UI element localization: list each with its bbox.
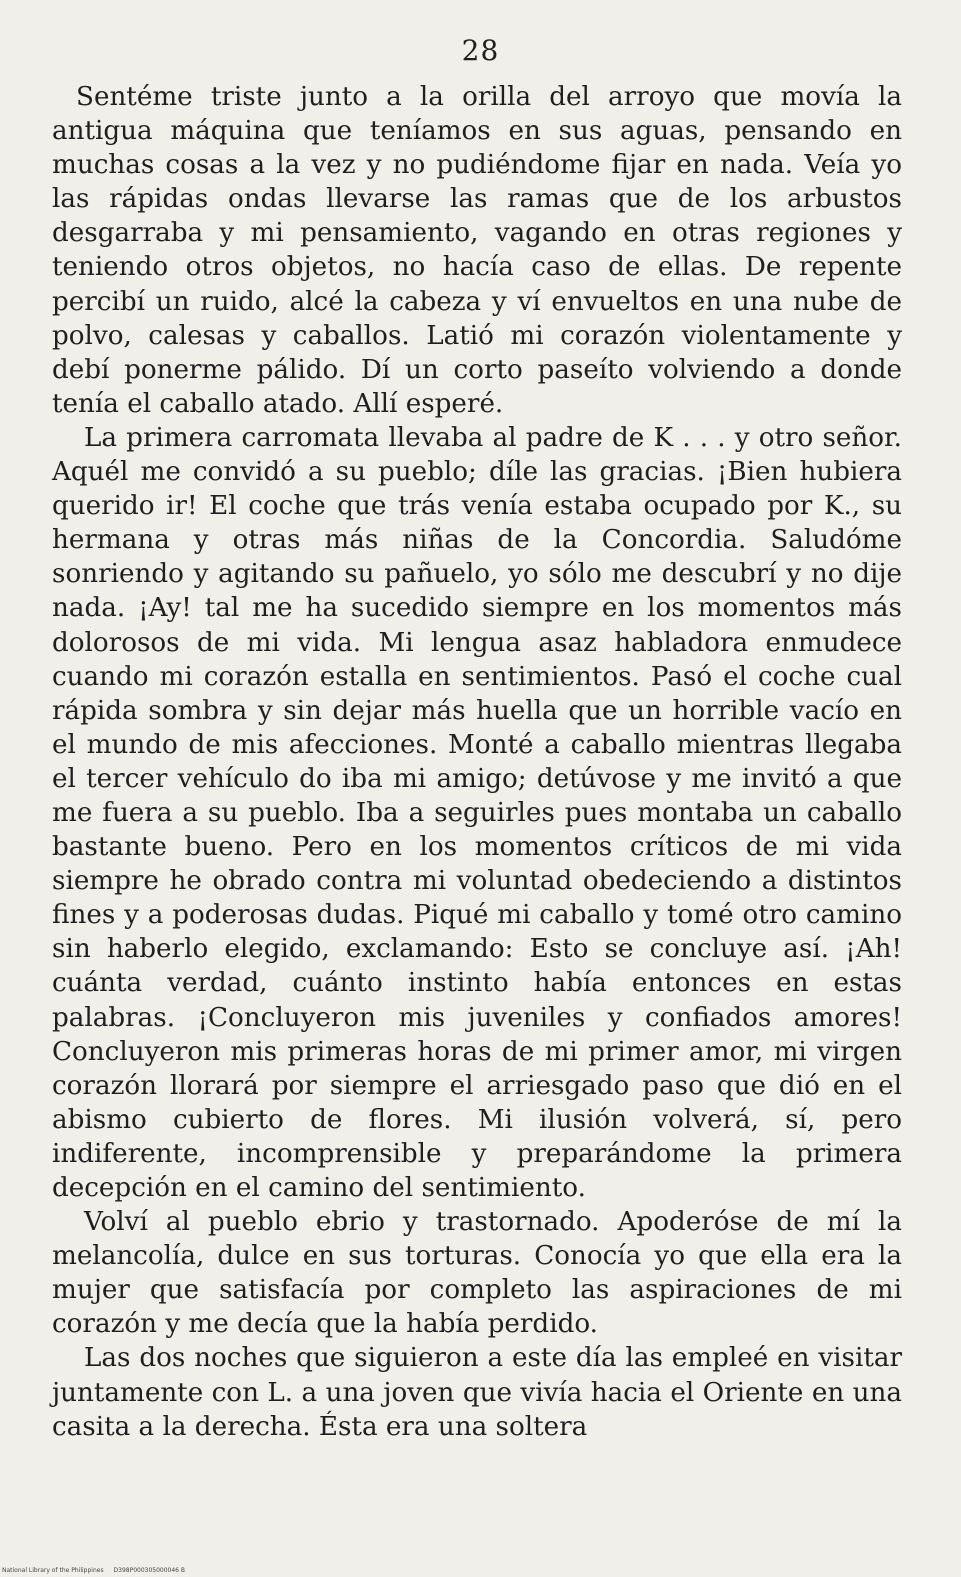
paragraph-2: La primera carromata llevaba al padre de K . . . y otro señor. Aquél me convidó a su pueblo; díle las gracias. ¡Bien hubiera querido ir! El coche que trás venía estaba ocupado por K., su hermana y otras más niñas de la Concordia. Saludóme sonriendo y agitando su pañuelo, yo sólo me descubrí y no dije nada. ¡Ay! tal me ha sucedido siempre en los momentos más dolorosos de mi vida. Mi lengua asaz habladora enmudece cuando mi corazón estalla en sentimientos. Pasó el coche cual rápida sombra y sin dejar más huella que un horrible vacío en el mundo de mis afecciones. Monté a caballo mientras llegaba el tercer vehículo do iba mi amigo; detúvose y me invitó a que me fuera a su pueblo. Iba a seguirles pues montaba un caballo bastante bueno. Pero en los momentos críticos de mi vida siempre he obrado contra mi voluntad obedeciendo a distintos fines y a poderosas dudas. Piqué mi caballo y tomé otro camino sin haberlo elegido, exclamando: Esto se concluye así. ¡Ah! cuánta verdad, cuánto instinto había entonces en estas palabras. ¡Concluyeron mis juveniles y confiados amores! Concluyeron mis primeras horas de mi primer amor, mi virgen corazón llorará por siempre el arriesgado paso que dió en el abismo cubierto de flores. Mi ilusión volverá, sí, pero indiferente, incomprensible y preparándome la primera decepción en el camino del sentimiento. — [52, 422, 902, 1203]
scan-footer — [2, 1567, 185, 1574]
paragraph-3: Volví al pueblo ebrio y trastornado. Apoderóse de mí la melancolía, dulce en sus torturas. Conocía yo que ella era la mujer que satisfacía por completo las aspiraciones de mi corazón y me decía que la había perdido. — [52, 1207, 902, 1340]
footer-library: National Library of the Philippines — [2, 1567, 104, 1574]
page-number: 28 — [461, 34, 500, 67]
footer-code: D398P000305000046 B — [113, 1567, 186, 1574]
paragraph-1: Sentéme triste junto a la orilla del arroyo que movía la antigua máquina que teníamos en sus aguas, pensando en muchas cosas a la vez y no pudiéndome fijar en nada. Veía yo las rápidas ondas llevarse las ramas que de los arbustos desgarraba y mi pensamiento, vagando en otras regiones y teniendo otros objetos, no hacía caso de ellas. De repente percibí un ruido, alcé la cabeza y ví envueltos en una nube de polvo, calesas y caballos. Latió mi corazón violentamente y debí ponerme pálido. Dí un corto paseíto volviendo a donde tenía el caballo atado. Allí esperé. — [52, 82, 902, 419]
body-text — [52, 80, 902, 1444]
paragraph-4: Las dos noches que siguieron a este día las empleé en visitar juntamente con L. a una joven que vivía hacia el Oriente en una casita a la derecha. Ésta era una soltera — [52, 1343, 902, 1442]
